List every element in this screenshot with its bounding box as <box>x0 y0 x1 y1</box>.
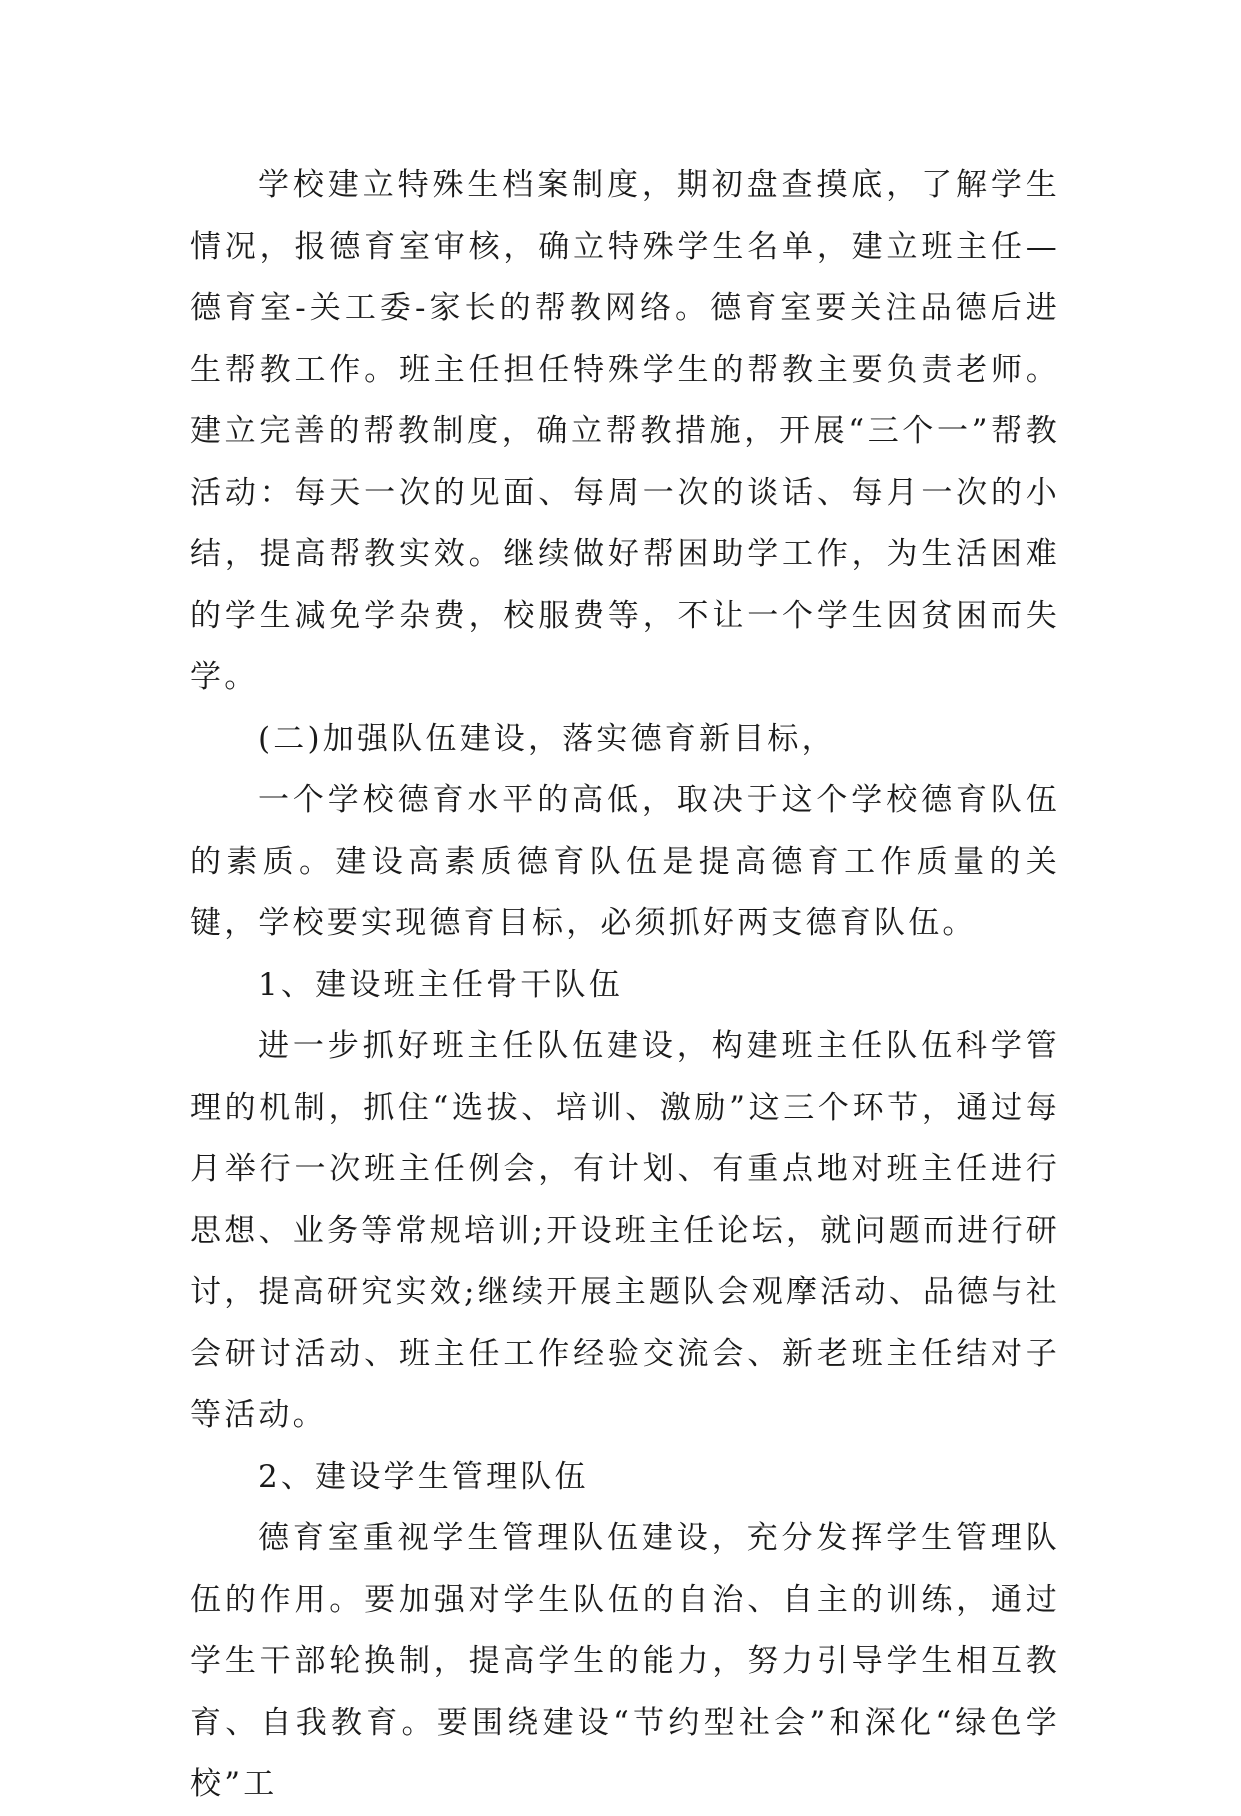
heading-team-building: (二)加强队伍建设，落实德育新目标， <box>258 720 836 757</box>
paragraph-team-quality: 一个学校德育水平的高低，取决于这个学校德育队伍的素质。建设高素质德育队伍是提高德育工作质量的关键，学校要实现德育目标，必须抓好两支德育队伍。 <box>190 782 1060 941</box>
paragraph-head-teacher-team: 进一步抓好班主任队伍建设，构建班主任队伍科学管理的机制，抓住“选拔、培训、激励”这三个环节，通过每月举行一次班主任例会，有计划、有重点地对班主任进行思想、业务等常规培训;开设班主任论坛，就问题而进行研讨，提高研究实效;继续开展主题队会观摩活动、品德与社会研讨活动、班主任工作经验交流会、新老班主任结对子等活动。 <box>190 1028 1060 1433</box>
heading-head-teacher-team: 1、建设班主任骨干队伍 <box>258 966 623 1003</box>
body-text <box>190 155 1060 1816</box>
paragraph-special-students: 学校建立特殊生档案制度，期初盘查摸底，了解学生情况，报德育室审核，确立特殊学生名单，建立班主任—德育室-关工委-家长的帮教网络。德育室要关注品德后进生帮教工作。班主任担任特殊学生的帮教主要负责老师。建立完善的帮教制度，确立帮教措施，开展“三个一”帮教活动：每天一次的见面、每周一次的谈话、每月一次的小结，提高帮教实效。继续做好帮困助学工作，为生活困难的学生减免学杂费，校服费等，不让一个学生因贫困而失学。 <box>190 167 1060 695</box>
heading-student-management-team: 2、建设学生管理队伍 <box>258 1458 589 1495</box>
paragraph-student-management-team: 德育室重视学生管理队伍建设，充分发挥学生管理队伍的作用。要加强对学生队伍的自治、自主的训练，通过学生干部轮换制，提高学生的能力，努力引导学生相互教育、自我教育。要围绕建设“节约型社会”和深化“绿色学校”工 <box>190 1520 1060 1802</box>
